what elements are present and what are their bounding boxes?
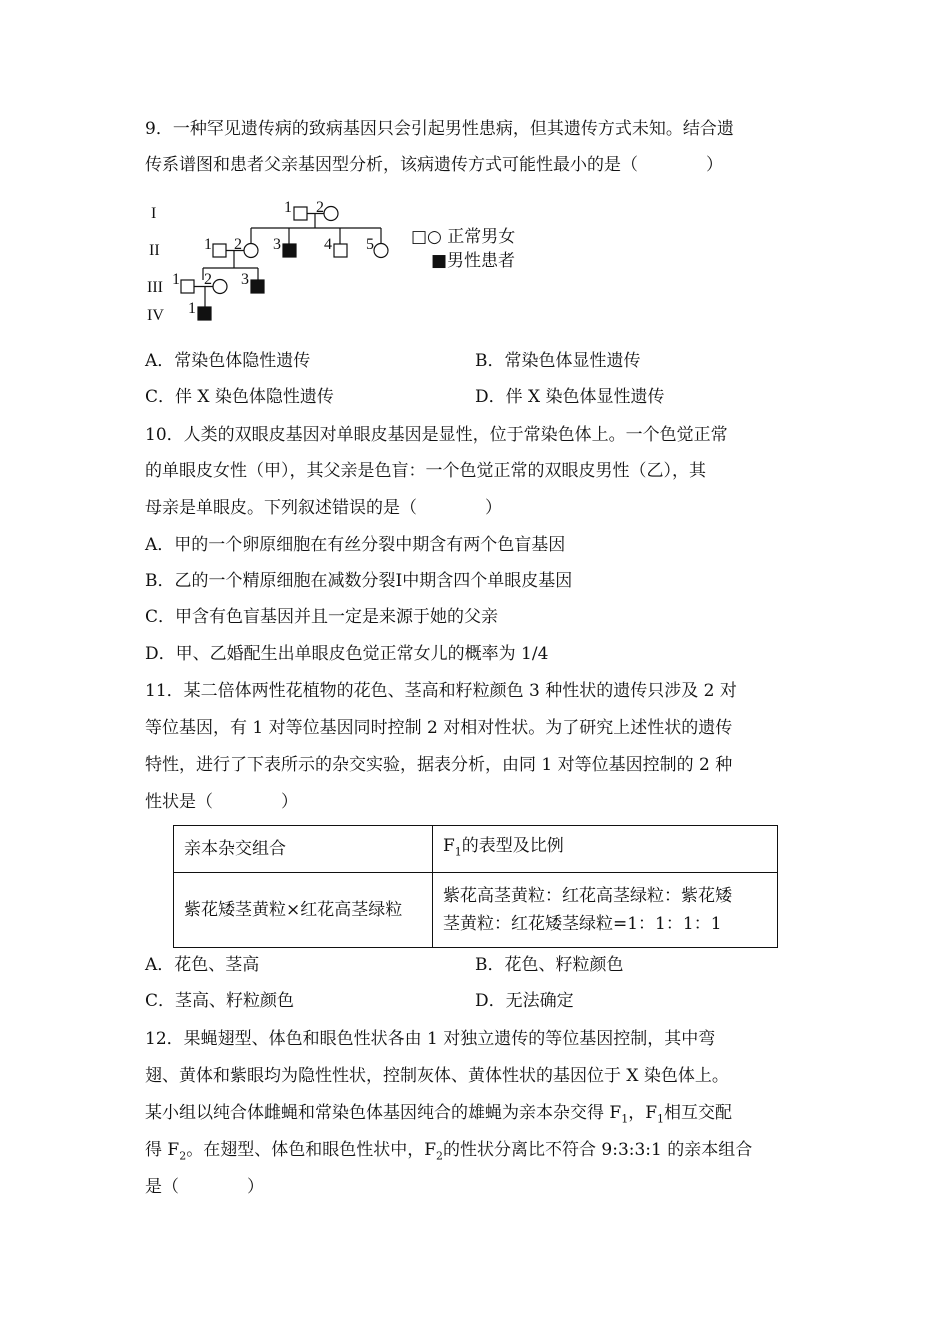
g3-male-1 (181, 280, 194, 293)
q12-stem-line4 (145, 1138, 752, 1168)
g2-num-3: 3 (273, 236, 281, 253)
q10-option-d: D．甲、乙婚配生出单眼皮色觉正常女儿的概率为 1/4 (145, 644, 549, 664)
g3-female-2 (213, 280, 227, 294)
q10-option-c: C．甲含有色盲基因并且一定是来源于她的父亲 (145, 607, 499, 627)
pedigree-chart (145, 196, 545, 331)
q11-option-a: A．花色、茎高 (145, 955, 260, 975)
table-header-f1 (433, 826, 778, 873)
g3-num-3: 3 (241, 271, 249, 288)
q10-stem-line2: 的单眼皮女性（甲），其父亲是色盲：一个色觉正常的双眼皮男性（乙），其 (145, 461, 706, 481)
f1-header-text: 的表型及比例 (461, 836, 564, 856)
q11-option-b: B．花色、籽粒颜色 (475, 955, 624, 975)
q12-line3-sub2: 1 (657, 1112, 664, 1126)
g2-male-4 (334, 244, 347, 257)
g4-affected-male-1 (198, 307, 211, 320)
table-cell-result (433, 873, 778, 948)
g4-num-1: 1 (188, 300, 196, 317)
g2-num-4: 4 (324, 236, 332, 253)
g1-female-2 (324, 207, 338, 221)
q11-stem-line2: 等位基因，有 1 对等位基因同时控制 2 对相对性状。为了研究上述性状的遗传 (145, 718, 733, 738)
f1-subscript: 1 (454, 845, 462, 859)
gen-label-2: II (149, 242, 160, 259)
q9-option-c: C．伴 X 染色体隐性遗传 (145, 387, 334, 407)
g1-num-1: 1 (284, 199, 292, 216)
g2-male-1 (213, 244, 226, 257)
q12-line3-text-c: 相互交配 (664, 1103, 732, 1123)
table-cell-cross: 紫花矮茎黄粒×红花高茎绿粒 (174, 873, 433, 948)
result-line1: 紫花高茎黄粒：红花高茎绿粒：紫花矮 (443, 886, 732, 907)
q11-cross-table (173, 825, 778, 948)
q12-line4-text-a: 得 F (145, 1140, 180, 1160)
q11-stem-line3: 特性，进行了下表所示的杂交实验，据表分析，由同 1 对等位基因控制的 2 种 (145, 755, 733, 775)
q11-option-d: D．无法确定 (475, 991, 574, 1011)
q9-stem-line2: 传系谱图和患者父亲基因型分析，该病遗传方式可能性最小的是（ ） (145, 155, 723, 175)
q12-stem-line3 (145, 1101, 732, 1131)
g3-affected-male-3 (251, 280, 264, 293)
q11-option-c: C．茎高、籽粒颜色 (145, 991, 295, 1011)
f1-letter: F (443, 836, 455, 856)
gen-label-4: IV (147, 307, 164, 324)
g1-num-2: 2 (316, 199, 324, 216)
q12-stem-line5: 是（ ） (145, 1177, 264, 1197)
q9-option-d: D．伴 X 染色体显性遗传 (475, 387, 665, 407)
q12-stem-line2: 翅、黄体和紫眼均为隐性性状，控制灰体、黄体性状的基因位于 X 染色体上。 (145, 1066, 729, 1086)
q12-line4-text-c: 的性状分离比不符合 9:3:3:1 的亲本组合 (443, 1140, 753, 1160)
q9-stem-line1: 9．一种罕见遗传病的致病基因只会引起男性患病，但其遗传方式未知。结合遗 (145, 119, 734, 139)
q9-option-b: B．常染色体显性遗传 (475, 351, 641, 371)
q10-option-b: B．乙的一个精原细胞在减数分裂Ⅰ中期含四个单眼皮基因 (145, 571, 573, 591)
g2-num-5: 5 (366, 236, 374, 253)
gen-label-3: III (147, 279, 163, 296)
legend-normal: □○ 正常男女 (411, 227, 516, 247)
q12-line3-text-a: 某小组以纯合体雌蝇和常染色体基因纯合的雄蝇为亲本杂交得 F (145, 1103, 622, 1123)
result-line2: 茎黄粒：红花矮茎绿粒=1：1：1：1 (443, 914, 722, 935)
q10-stem-line3: 母亲是单眼皮。下列叙述错误的是（ ） (145, 498, 502, 518)
q12-line3-sub1: 1 (621, 1112, 629, 1126)
g2-num-2: 2 (234, 236, 242, 253)
q11-stem-line4: 性状是（ ） (145, 792, 298, 812)
g3-num-1: 1 (172, 271, 180, 288)
legend-affected: ■男性患者 (431, 251, 516, 271)
q10-option-a: A．甲的一个卵原细胞在有丝分裂中期含有两个色盲基因 (145, 535, 566, 555)
table-header-cross: 亲本杂交组合 (174, 826, 433, 873)
q12-stem-line1: 12．果蝇翅型、体色和眼色性状各由 1 对独立遗传的等位基因控制，其中弯 (145, 1029, 716, 1049)
table-row (174, 873, 778, 948)
q12-line4-text-b: 。在翅型、体色和眼色性状中，F (186, 1140, 436, 1160)
q11-stem-line1: 11．某二倍体两性花植物的花色、茎高和籽粒颜色 3 种性状的遗传只涉及 2 对 (145, 681, 737, 701)
g3-num-2: 2 (204, 271, 212, 288)
q12-line4-sub2: 2 (436, 1149, 443, 1163)
g2-affected-male-3 (283, 244, 296, 257)
g2-female-5 (374, 244, 388, 258)
g2-female-2 (244, 244, 258, 258)
q10-stem-line1: 10．人类的双眼皮基因对单眼皮基因是显性，位于常染色体上。一个色觉正常 (145, 425, 728, 445)
table-header-row (174, 826, 778, 873)
g1-male-1 (294, 207, 307, 220)
q9-option-a: A．常染色体隐性遗传 (145, 351, 311, 371)
q12-line3-text-b: ，F (628, 1103, 657, 1123)
g2-num-1: 1 (204, 236, 212, 253)
gen-label-1: I (151, 205, 157, 222)
q12-line4-sub1: 2 (179, 1149, 187, 1163)
